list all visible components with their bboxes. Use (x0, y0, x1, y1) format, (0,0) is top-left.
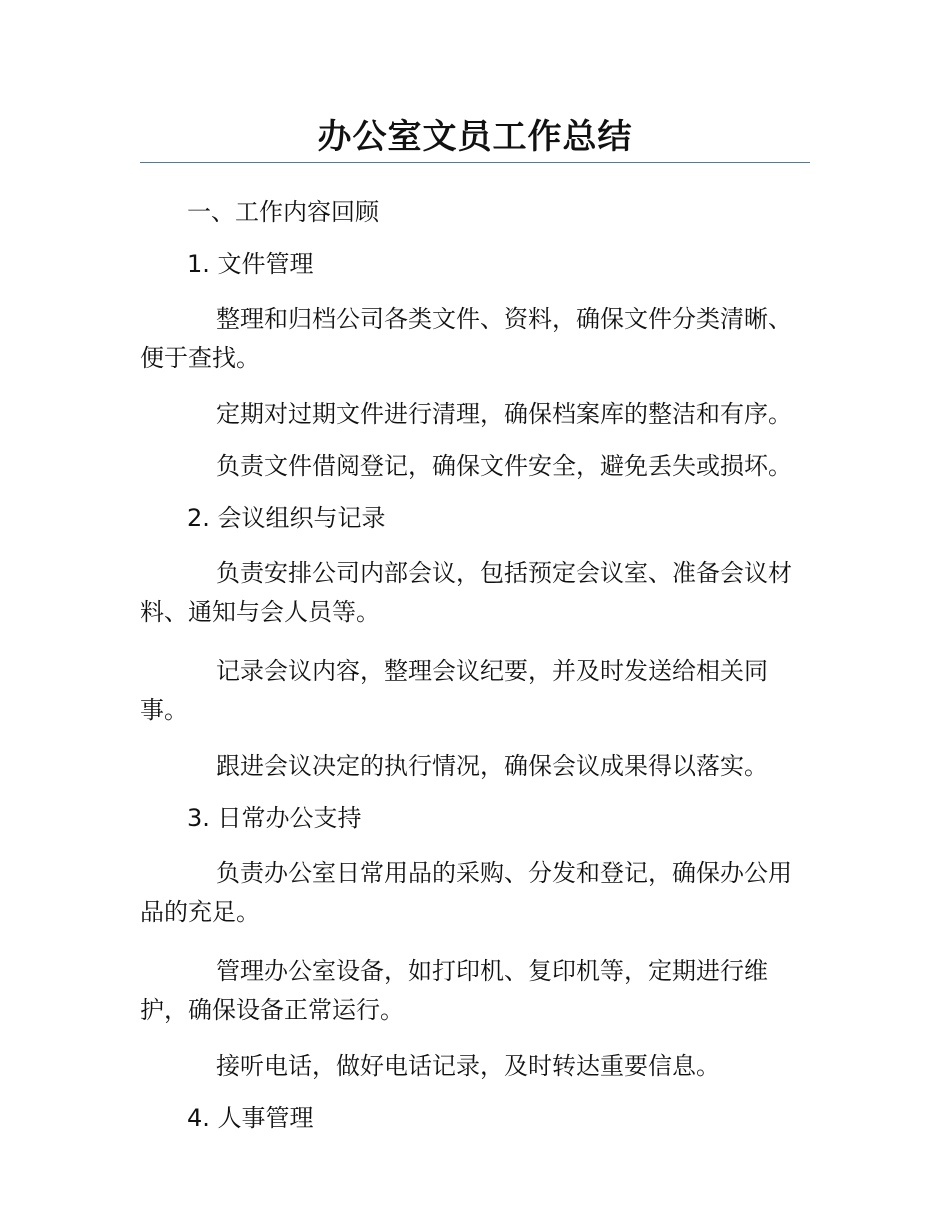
section-heading: 一、工作内容回顾 (187, 198, 379, 226)
document-title: 办公室文员工作总结 (317, 117, 633, 157)
paragraph: 接听电话，做好电话记录，及时转达重要信息。 (216, 1052, 720, 1080)
subsection-heading-office-support: 3. 日常办公支持 (187, 804, 362, 832)
paragraph: 管理办公室设备，如打印机、复印机等，定期进行维护，确保设备正常运行。 (140, 957, 768, 1024)
paragraph: 负责办公室日常用品的采购、分发和登记，确保办公用品的充足。 (140, 859, 792, 926)
subsection-heading-meetings: 2. 会议组织与记录 (187, 504, 386, 532)
paragraph: 负责文件借阅登记，确保文件安全，避免丢失或损坏。 (216, 452, 792, 480)
document-body (140, 196, 810, 1154)
subsection-heading-hr: 4. 人事管理 (187, 1104, 314, 1132)
subsection-heading-file-management: 1. 文件管理 (187, 250, 314, 278)
title-divider (140, 162, 810, 163)
paragraph: 跟进会议决定的执行情况，确保会议成果得以落实。 (216, 752, 768, 780)
paragraph: 定期对过期文件进行清理，确保档案库的整洁和有序。 (216, 400, 792, 428)
paragraph: 记录会议内容，整理会议纪要，并及时发送给相关同事。 (140, 657, 768, 724)
paragraph: 整理和归档公司各类文件、资料，确保文件分类清晰、便于查找。 (140, 305, 792, 372)
paragraph: 负责安排公司内部会议，包括预定会议室、准备会议材料、通知与会人员等。 (140, 559, 792, 626)
